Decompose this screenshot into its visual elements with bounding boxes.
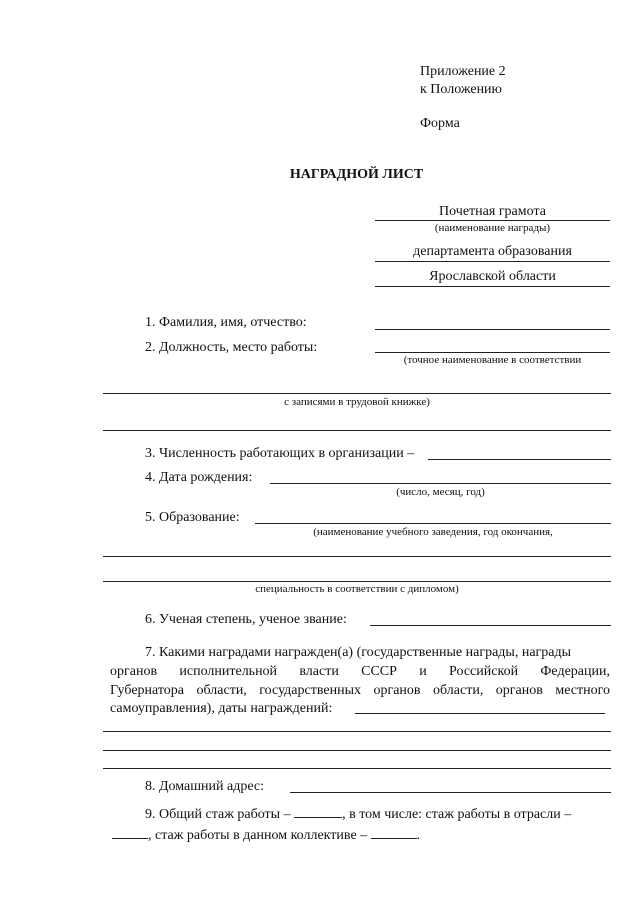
field4-input-line[interactable]	[270, 483, 611, 484]
field9-team-label: , стаж работы в данном коллективе –	[148, 828, 368, 843]
field2-label: 2. Должность, место работы:	[145, 340, 318, 355]
field7-line3: Губернатора области, государственных органов области, органов местного	[110, 683, 610, 698]
field5-input-line-2[interactable]	[103, 556, 611, 557]
appendix-label: Приложение 2	[420, 64, 506, 79]
to-regulation-label: к Положению	[420, 82, 503, 97]
field7-input-line-2[interactable]	[103, 731, 611, 732]
field2-caption-a: (точное наименование в соответствии	[403, 354, 582, 366]
field9-team-input[interactable]	[371, 826, 417, 839]
field5-caption-a: (наименование учебного заведения, год окончания,	[313, 526, 553, 538]
field9-line1	[145, 805, 571, 823]
award-line3-underline	[375, 286, 610, 287]
field2-input-line-2[interactable]	[103, 393, 611, 394]
field3-label: 3. Численность работающих в организации –	[145, 446, 415, 461]
award-name: Почетная грамота	[439, 204, 546, 219]
field9-line2	[112, 826, 420, 844]
field9-total-label: 9. Общий стаж работы –	[145, 807, 291, 822]
field6-label: 6. Ученая степень, ученое звание:	[145, 612, 347, 627]
document-title: НАГРАДНОЙ ЛИСТ	[289, 167, 424, 182]
award-name-line	[375, 220, 610, 221]
field7-input-line[interactable]	[355, 713, 605, 714]
field2-input-line-3[interactable]	[103, 430, 611, 431]
field7-line4: самоуправления), даты награждений:	[110, 701, 333, 716]
award-issuer-line3: Ярославской области	[429, 269, 556, 284]
field9-industry-input[interactable]	[112, 826, 148, 839]
field5-caption-b: специальность в соответствии с дипломом)	[255, 583, 459, 595]
field7-line2: органов исполнительной власти СССР и Российской Федерации,	[110, 664, 610, 679]
field9-period: .	[416, 828, 421, 843]
field1-label: 1. Фамилия, имя, отчество:	[145, 315, 307, 330]
field5-input-line[interactable]	[255, 523, 611, 524]
field1-input-line[interactable]	[375, 329, 610, 330]
field5-label: 5. Образование:	[145, 510, 240, 525]
award-issuer-line2: департамента образования	[413, 244, 572, 259]
field7-input-line-3[interactable]	[103, 750, 611, 751]
field2-input-line[interactable]	[375, 352, 610, 353]
field2-caption-b: с записями в трудовой книжке)	[284, 396, 430, 408]
award-line2-underline	[375, 261, 610, 262]
field3-input-line[interactable]	[428, 459, 611, 460]
field6-input-line[interactable]	[370, 625, 611, 626]
field8-label: 8. Домашний адрес:	[145, 779, 265, 794]
field8-input-line[interactable]	[290, 792, 611, 793]
field5-input-line-3[interactable]	[103, 581, 611, 582]
field4-label: 4. Дата рождения:	[145, 470, 253, 485]
field7-input-line-4[interactable]	[103, 768, 611, 769]
field9-total-input[interactable]	[294, 805, 342, 818]
award-name-caption: (наименование награды)	[434, 222, 551, 234]
field4-caption: (число, месяц, год)	[396, 486, 485, 498]
form-label: Форма	[420, 116, 460, 131]
field7-line1: 7. Какими наградами награжден(а) (государственные награды, награды	[145, 645, 572, 660]
field9-industry-label: , в том числе: стаж работы в отрасли –	[342, 807, 572, 822]
